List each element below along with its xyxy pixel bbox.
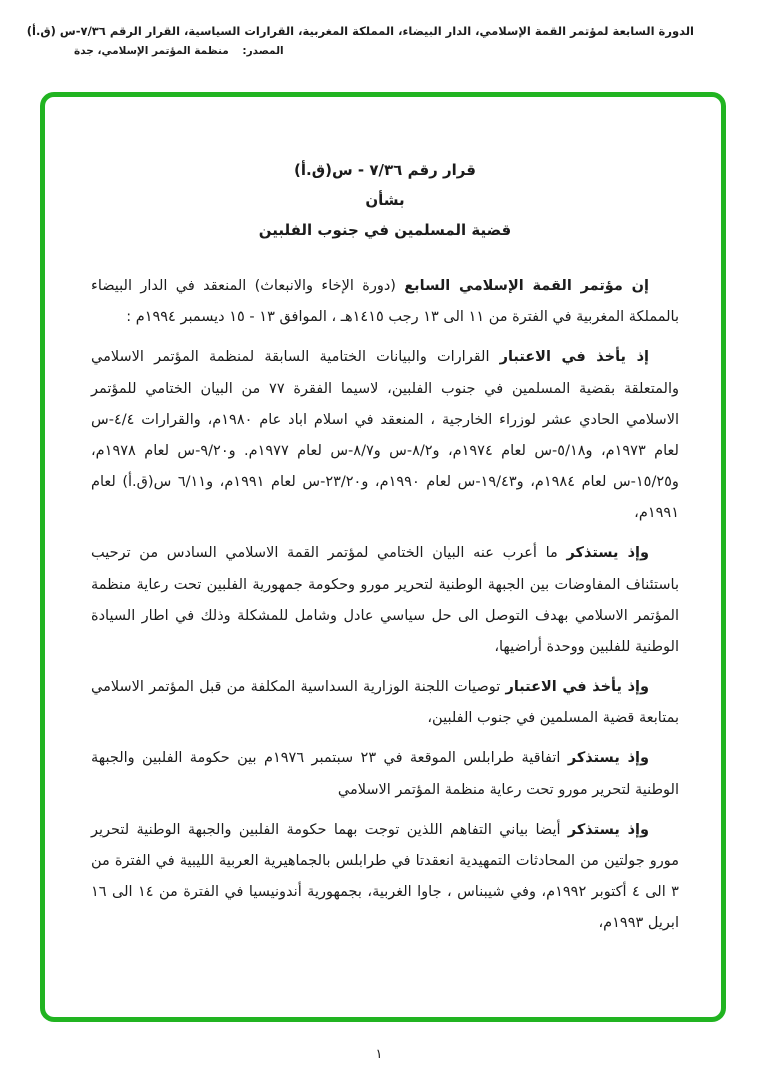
paragraph-lead: وإذ يستذكر xyxy=(566,545,650,562)
paragraph-text: (دورة الإخاء والانبعاث) المنعقد في الدار البيضاء بالمملكة المغربية في الفترة من ١١ الى ١٣ رجب ١٤١٥هـ ، الموافق ١٣ - ١٥ ديسمبر ١٩٩٤م : xyxy=(91,278,679,326)
resolution-title-block xyxy=(91,155,679,245)
paragraph-lead: إذ يأخذ في الاعتبار xyxy=(499,349,649,366)
source-value: منظمة المؤتمر الإسلامي، جدة xyxy=(74,45,229,57)
paragraph-text: أيضا بياني التفاهم اللذين توجت بهما حكومة الفلبين والجبهة الوطنية لتحرير مورو جولتين من المحادثات التمهيدية انعقدتا في طرابلس بالجماهيرية العربية الليبية في الفترة من ٣ الى ٤ أكتوبر ١٩٩٢م، وفي شيبناس ، جاوا الغربية، بجمهورية أندونيسيا في الفترة من ١٤ الى ١٦ ابريل ١٩٩٣م، xyxy=(91,821,679,932)
resolution-subject: قضية المسلمين في جنوب الفلبين xyxy=(258,221,512,239)
source-label: المصدر: xyxy=(242,45,284,57)
paragraph-recalling-1 xyxy=(91,538,679,663)
paragraph-considering xyxy=(91,342,679,529)
header-source xyxy=(60,45,694,57)
paragraph-recalling-2 xyxy=(91,743,679,805)
paragraph-text: القرارات والبيانات الختامية السابقة لمنظمة المؤتمر الاسلامي والمتعلقة بقضية المسلمين في جنوب الفلبين، لاسيما الفقرة ٧٧ من البيان الختامي للمؤتمر الاسلامي الحادي عشر لوزراء الخارجية ، المنعقد في اسلام اباد عام ١٩٨٠م، والقرارات ٤/٤-س لعام ١٩٧٣م، و٥/١٨-س لعام ١٩٧٤م، و٨/٢-س و٨/٧-س لعام ١٩٧٧م. و٩/٢٠-س لعام ١٩٧٨م، و١٥/٢٥-س لعام ١٩٨٤م، و١٩/٤٣-س لعام ١٩٩٠م، و٢٣/٢٠-س لعام ١٩٩١م، و٦/١١ س(ق.أ) لعام ١٩٩١م، xyxy=(91,349,680,522)
paragraph-lead: إن مؤتمر القمة الإسلامي السابع xyxy=(404,278,650,294)
paragraph-text: ما أعرب عنه البيان الختامي لمؤتمر القمة الاسلامي السادس من ترحيب باستئناف المفاوضات بين الجبهة الوطنية لتحرير مورو وحكومة جمهورية الفلبين تحت رعاية منظمة المؤتمر الاسلامي بهدف التوصل الى حل سياسي عادل وشامل للمشكلة وذلك في اطار السيادة الوطنية للفلبين ووحدة أراضيها، xyxy=(91,545,679,655)
resolution-number: قرار رقم ٧/٣٦ - س(ق.أ) xyxy=(294,161,476,179)
paragraph-text: توصيات اللجنة الوزارية السداسية المكلفة من قبل المؤتمر الاسلامي بمتابعة قضية المسلمين في جنوب الفلبين، xyxy=(91,679,679,727)
header-title: الدورة السابعة لمؤتمر القمة الإسلامي، الدار البيضاء، المملكة المغربية، القرارات السياسية، القرار الرقم ٧/٣٦-س (ق.أ) xyxy=(26,24,694,38)
paragraph-preamble xyxy=(91,271,679,333)
resolution-subject-label: بشأن xyxy=(365,191,405,209)
page-number: ١ xyxy=(375,1047,383,1062)
document-content xyxy=(45,97,721,939)
paragraph-text: اتفاقية طرابلس الموقعة في ٢٣ سبتمبر ١٩٧٦م بين حكومة الفلبين والجبهة الوطنية لتحرير مورو تحت رعاية منظمة المؤتمر الاسلامي xyxy=(91,750,679,798)
paragraph-recalling-3 xyxy=(91,815,679,940)
paragraph-lead: وإذ يستذكر xyxy=(567,750,649,767)
paragraph-lead: وإذ يأخذ في الاعتبار xyxy=(505,679,649,696)
document-header xyxy=(26,24,694,57)
document-frame xyxy=(40,92,726,1022)
paragraph-considering-2 xyxy=(91,672,679,734)
paragraph-lead: وإذ يستذكر xyxy=(567,821,649,838)
